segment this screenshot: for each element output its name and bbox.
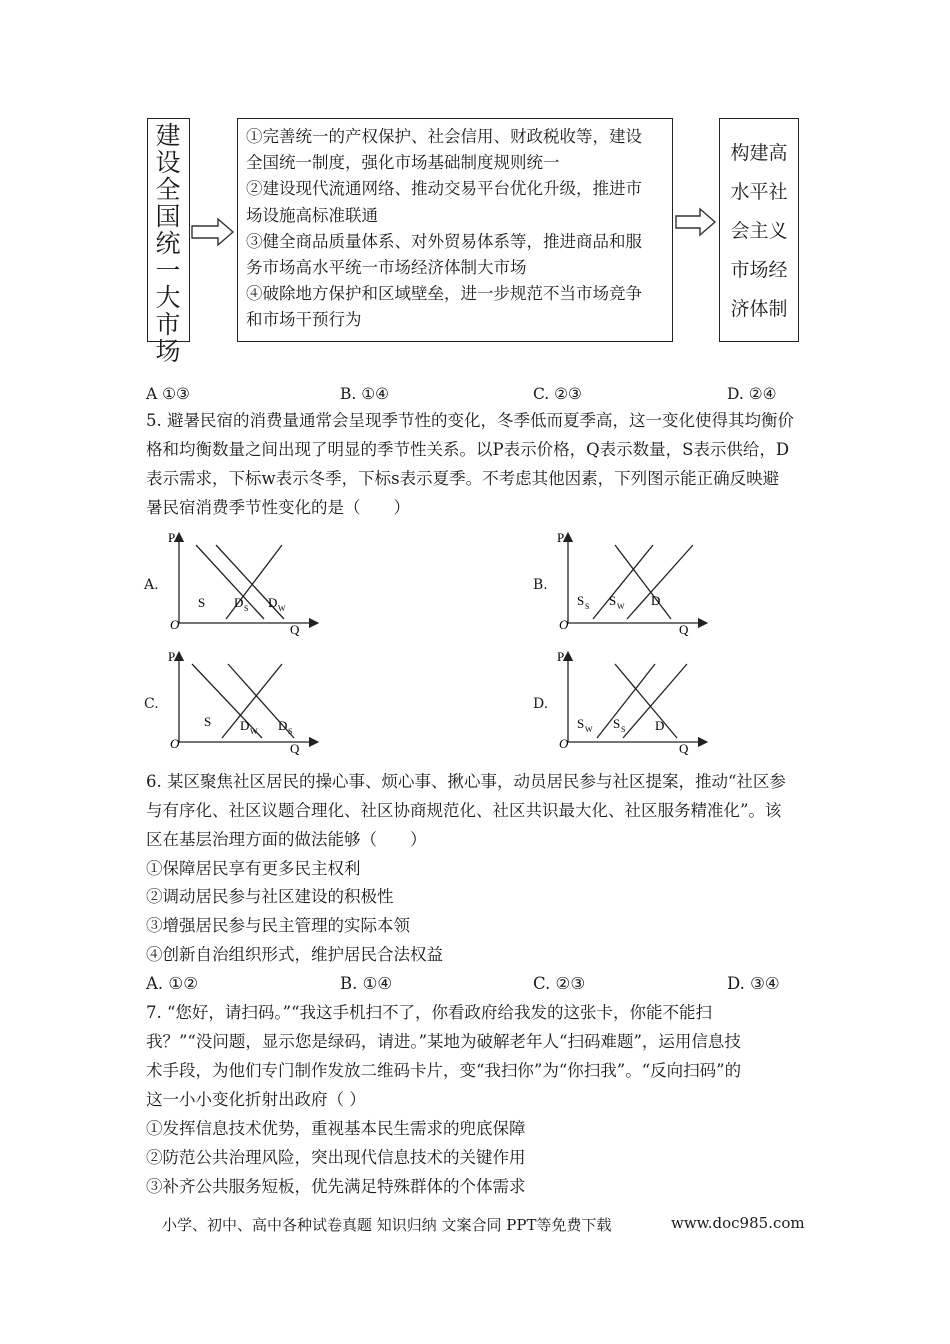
q7-item: ③补齐公共服务短板，优先满足特殊群体的个体需求 [146,1177,526,1196]
q6-option-a: A. ①② [146,974,198,993]
diagram-left-text [148,122,188,365]
q4-option-a: A ①③ [146,385,190,403]
q6-option-c: C. ②③ [533,974,586,993]
q7-line: 我？”“没问题，显示您是绿码，请进。”某地为破解老年人“扫码难题”，运用信息技 [146,1032,741,1051]
footer-text: 小学、初中、高中各种试卷真题 知识归纳 文案合同 PPT等免费下载 [162,1216,612,1234]
curve-sub: S [288,727,293,736]
curve-label: D [655,718,665,733]
origin-label: O [559,617,569,632]
graph-label: C. [144,696,159,712]
q6-line: 6. 某区聚焦社区居民的操心事、烦心事、揪心事，动员居民参与社区提案，推动“社区参 [146,772,786,791]
q4-option-b: B. ①④ [340,385,390,403]
curve-label: S [198,595,206,610]
graph-label: B. [533,577,548,593]
right-line: 构建高 [730,142,788,164]
middle-line: 场设施高标准联通 [246,205,378,225]
q-axis-label: Q [290,622,300,637]
footer-url[interactable]: www.doc985.com [671,1214,805,1232]
q7-line: 术手段，为他们专门制作发放二维码卡片，变“我扫你”为“你扫我”。“反向扫码”的 [146,1061,742,1080]
q6-item: ③增强居民参与民主管理的实际本领 [146,916,410,935]
curve-label: D [278,718,288,733]
q7-line: 7. “您好，请扫码。”“我这手机扫不了，你看政府给我发的这张卡，你能不能扫 [146,1003,713,1022]
graph-svg [553,648,733,760]
q6-line: 与有序化、社区议题合理化、社区协商规范化、社区共识最大化、社区服务精准化”。该 [146,801,782,820]
left-char: 设 [155,148,181,177]
curve-label: D [268,595,278,610]
right-line: 市场经 [730,259,788,281]
right-line: 水平社 [730,181,788,203]
middle-line: 全国统一制度，强化市场基础制度规则统一 [246,153,560,173]
right-line: 济体制 [730,298,788,320]
middle-line: ②建设现代流通网络、推动交易平台优化升级，推进市 [246,179,642,199]
middle-line: ③健全商品质量体系、对外贸易体系等，推进商品和服 [246,231,642,251]
graph-svg [164,529,344,641]
q6-option-d: D. ③④ [727,974,780,993]
left-char: 场 [155,337,181,366]
curve-sub: S [244,604,249,613]
curve-label: S [613,716,621,731]
diagram-middle-text [246,124,674,334]
curve-label: D [234,595,244,610]
curve-label: S [609,593,617,608]
q7-line: 这一小小变化折射出政府（ ） [146,1090,366,1109]
q6-item: ①保障居民享有更多民主权利 [146,859,361,878]
left-char: 国 [155,202,181,231]
q7-item: ①发挥信息技术优势，重视基本民生需求的兜底保障 [146,1119,526,1138]
curve-label: S [577,593,585,608]
p-axis-label: P [168,530,176,545]
p-axis-label: P [557,530,565,545]
curve-label: S [577,716,585,731]
left-char: 统 [155,229,181,258]
q4-option-c: C. ②③ [533,385,582,403]
left-char: 市 [155,310,181,339]
left-char: 大 [155,283,181,312]
origin-label: O [170,617,180,632]
q-axis-label: Q [290,741,300,756]
right-line: 会主义 [730,220,788,242]
q-axis-label: Q [679,741,689,756]
q5-line: 暑民宿消费季节性变化的是（ ） [146,498,410,517]
q5-line: 5. 避暑民宿的消费量通常会呈现季节性的变化，冬季低而夏季高，这一变化使得其均衡价 [146,411,794,430]
q5-line: 表示需求，下标w表示冬季，下标s表示夏季。不考虑其他因素，下列图示能正确反映避 [146,469,780,488]
q6-option-b: B. ①④ [340,974,393,993]
q5-line: 格和均衡数量之间出现了明显的季节性关系。以P表示价格，Q表示数量，S表示供给，D [146,440,790,459]
left-char: 全 [155,175,181,204]
q6-item: ④创新自治组织形式，维护居民合法权益 [146,945,443,964]
q4-option-d: D. ②④ [727,385,777,403]
curve-sub: W [278,604,286,613]
p-axis-label: P [168,649,176,664]
curve-sub: W [617,602,625,611]
q6-item: ②调动居民参与社区建设的积极性 [146,887,394,906]
graph-svg [553,529,733,641]
origin-label: O [559,736,569,751]
arrow-right-icon [674,205,718,239]
curve-sub: W [585,725,593,734]
curve-sub: W [250,727,258,736]
diagram-right-text [722,134,796,329]
middle-line: ④破除地方保护和区域壁垒，进一步规范不当市场竞争 [246,284,642,304]
curve-sub: S [585,602,590,611]
curve-label: D [240,718,250,733]
arrow-right-icon [190,215,236,249]
curve-sub: S [621,725,626,734]
graph-label: A. [144,577,159,593]
left-char: 一 [155,256,181,285]
graph-svg [164,648,344,760]
origin-label: O [170,736,180,751]
curve-label: S [204,714,212,729]
p-axis-label: P [557,649,565,664]
middle-line: 和市场干预行为 [246,310,362,330]
q-axis-label: Q [679,622,689,637]
left-char: 建 [155,121,181,150]
curve-label: D [651,593,661,608]
middle-line: 务市场高水平统一市场经济体制大市场 [246,258,527,278]
q7-item: ②防范公共治理风险，突出现代信息技术的关键作用 [146,1148,526,1167]
graph-label: D. [533,696,549,712]
q6-line: 区在基层治理方面的做法能够（ ） [146,830,427,849]
middle-line: ①完善统一的产权保护、社会信用、财政税收等，建设 [246,127,642,146]
